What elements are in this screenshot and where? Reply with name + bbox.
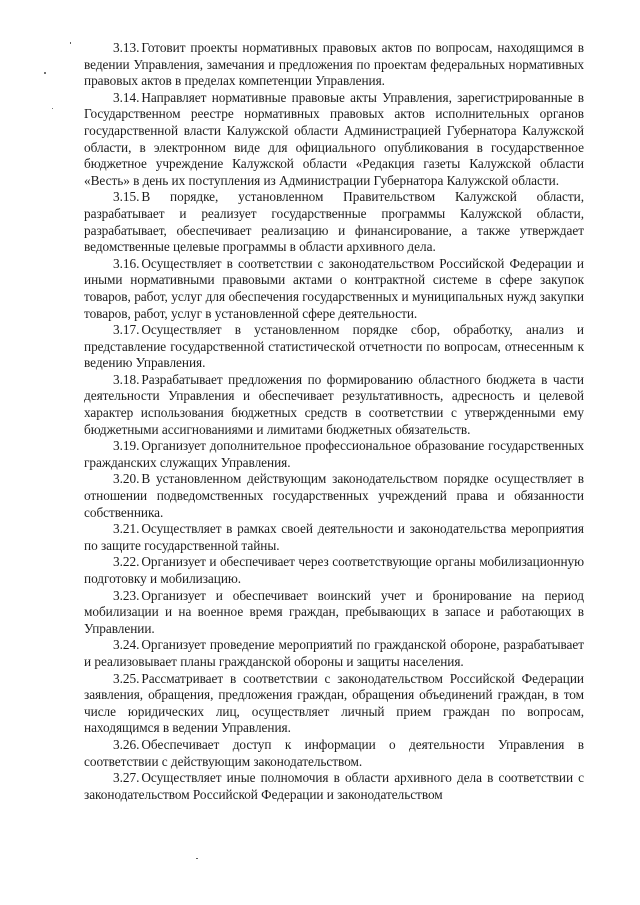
clause-text: Осуществляет в соответствии с законодательством Российской Федерации и иными нормативными правовыми актами о контрактной системе в сфере закупок товаров, работ, услуг для обеспечения государственных и муниципальных нужд закупки товаров, работ, услуг в установленной сфере деятельности. [84,255,584,321]
clause-number: 3.23. [113,587,140,603]
clause-text: В порядке, установленном Правительством Калужской области, разрабатывает и реализует государственные программы Калужской области, разрабатывает, обеспечивает реализацию и финансирование, а также утверждает ведомственные целевые программы в области архивного дела. [84,189,584,255]
clause-number: 3.21. [113,521,140,537]
clause-text: Направляет нормативные правовые акты Управления, зарегистрированные в Государственном реестре нормативных правовых актов исполнительных органов государственной власти Калужской области Администрацией Губернатора Калужской области, в электронном виде для официального опубликования в государственное бюджетное учреждение Калужской области «Редакция газеты Калужской области «Весть» в день их поступления из Администрации Губернатора Калужской области. [84,89,584,188]
clause-text: Организует дополнительное профессиональное образование государственных гражданских служащих Управления. [84,438,584,470]
clause-3-16 [84,256,584,322]
clause-text: Обеспечивает доступ к информации о деятельности Управления в соответствии с действующим законодательством. [84,736,584,769]
scan-speck [44,72,46,74]
clause-3-15 [84,189,584,255]
clause-3-20 [84,471,584,521]
clause-number: 3.26. [113,736,140,752]
clause-text: Осуществляет иные полномочия в области архивного дела в соответствии с законодательством Российской Федерации и законодательством [84,770,584,802]
scan-speck [52,108,53,109]
clause-text: Осуществляет в рамках своей деятельности и законодательства мероприятия по защите государственной тайны. [84,521,584,553]
clause-3-25 [84,671,584,737]
clause-text: Организует проведение мероприятий по гражданской обороне, разрабатывает и реализовывает планы гражданской обороны и защиты населения. [84,637,584,669]
clause-text: Готовит проекты нормативных правовых актов по вопросам, находящимся в ведении Управления, замечания и предложения по проектам федеральных нормативных правовых актов в пределах компетенции Управления. [84,40,584,89]
clause-text: Разрабатывает предложения по формированию областного бюджета в части деятельности Управления и обеспечивает результативность, адресность и целевой характер использования бюджетных средств в соответствии с утвержденными ему бюджетными ассигнованиями и лимитами бюджетных обязательств. [84,371,584,437]
clause-number: 3.27. [113,770,140,786]
clause-3-19 [84,438,584,471]
clause-number: 3.22. [113,554,140,570]
clause-3-14 [84,90,584,190]
clause-3-17 [84,322,584,372]
clause-3-13 [84,40,584,90]
clause-3-23 [84,588,584,638]
clause-text: Осуществляет в установленном порядке сбор, обработку, анализ и представление государственной статистической отчетности по вопросам, отнесенным к ведению Управления. [84,322,584,371]
clause-number: 3.24. [113,637,140,653]
clause-number: 3.20. [113,471,140,487]
clause-3-24 [84,637,584,670]
scan-speck [196,858,198,859]
clause-3-21 [84,521,584,554]
document-body [84,40,584,803]
clause-text: В установленном действующим законодательством порядке осуществляет в отношении подведомственных государственных учреждений права и обязанности собственника. [84,471,584,520]
clause-3-27 [84,770,584,803]
clause-number: 3.13. [113,40,140,55]
clause-number: 3.19. [113,438,140,454]
scan-speck [70,42,71,44]
clause-number: 3.14. [113,89,140,105]
clause-3-18 [84,372,584,438]
clause-number: 3.25. [113,670,140,686]
clause-3-26 [84,737,584,770]
clause-text: Рассматривает в соответствии с законодательством Российской Федерации заявления, обращения, предложения граждан, обращения объединений граждан, в том числе юридических лиц, осуществляет личный прием граждан по вопросам, находящимся в ведении Управления. [84,670,584,736]
clause-number: 3.15. [113,189,140,205]
clause-3-22 [84,554,584,587]
clause-number: 3.17. [113,322,140,338]
clause-text: Организует и обеспечивает через соответствующие органы мобилизационную подготовку и мобилизацию. [84,554,584,586]
clause-text: Организует и обеспечивает воинский учет и бронирование на период мобилизации и на военное время граждан, пребывающих в запасе и работающих в Управлении. [84,587,584,636]
clause-number: 3.18. [113,371,140,387]
clause-number: 3.16. [113,255,140,271]
